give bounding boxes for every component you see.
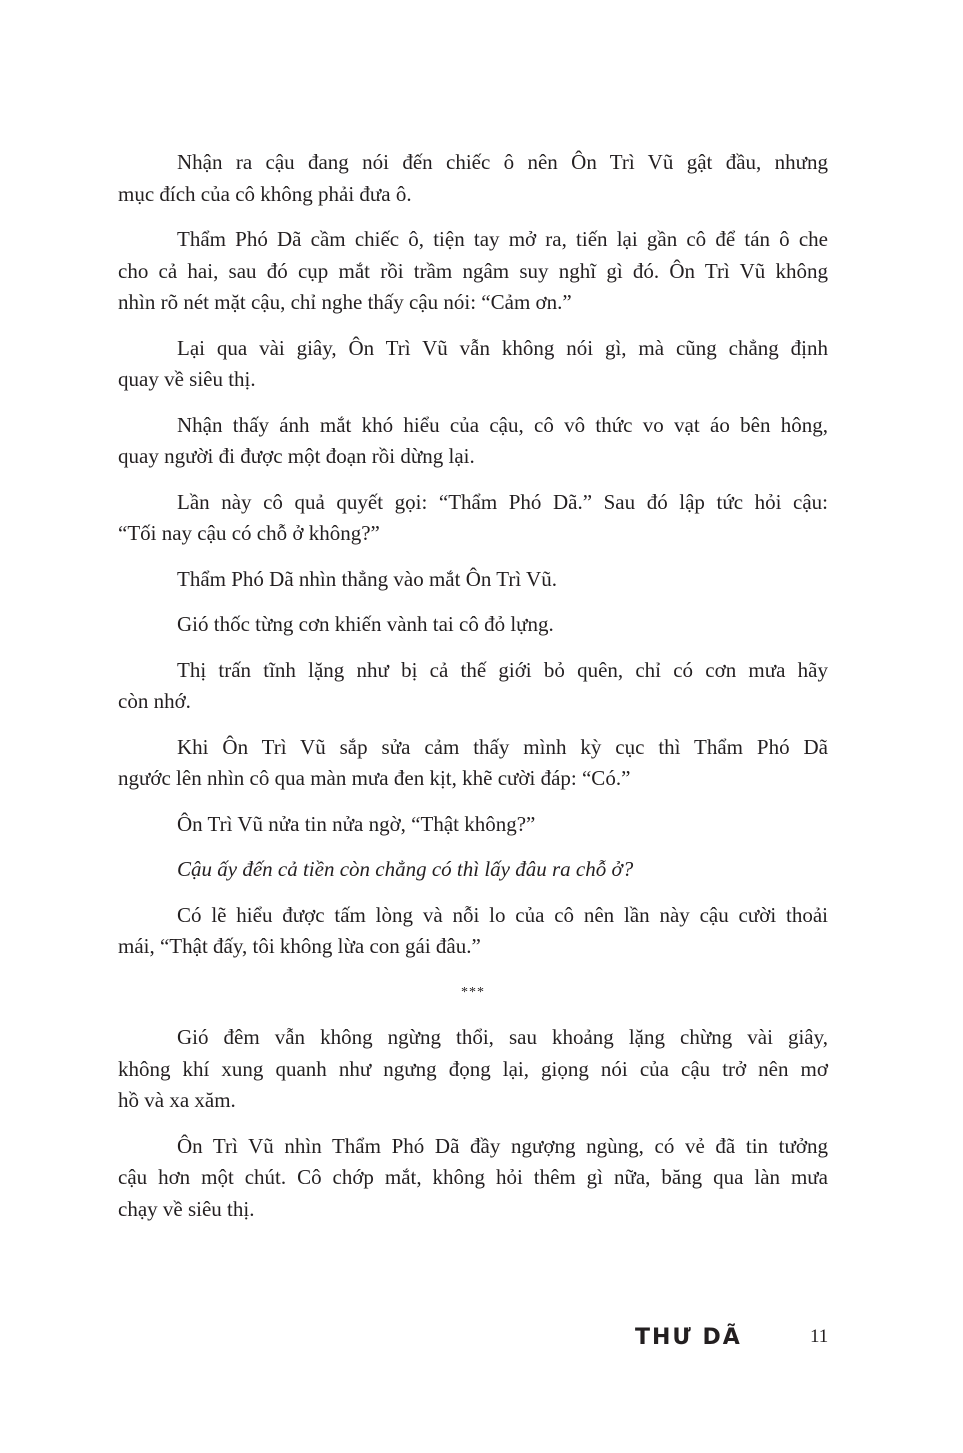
paragraph [118, 854, 828, 886]
text-line: Khi Ôn Trì Vũ sắp sửa cảm thấy mình kỳ cục thì Thẩm Phó Dã [177, 734, 828, 759]
text-line: chạy về siêu thị. [118, 1196, 255, 1221]
text-line: cậu hơn một chút. Cô chớp mắt, không hỏi thêm gì nữa, băng qua làn mưa [118, 1165, 828, 1189]
text-line: cho cả hai, sau đó cụp mắt rồi trầm ngâm suy nghĩ gì đó. Ôn Trì Vũ không [118, 258, 828, 283]
text-line: Gió đêm vẫn không ngừng thổi, sau khoảng lặng chừng vài giây, [177, 1025, 828, 1049]
paragraph [118, 609, 828, 641]
text-line: Gió thốc từng cơn khiến vành tai cô đỏ lựng. [177, 612, 554, 636]
running-footer-title: THƯ DÃ [635, 1325, 742, 1350]
text-line: ngước lên nhìn cô qua màn mưa đen kịt, khẽ cười đáp: “Có.” [118, 766, 631, 790]
paragraph [118, 1131, 828, 1226]
text-line: hồ và xa xăm. [118, 1088, 236, 1112]
text-line: “Tối nay cậu có chỗ ở không?” [118, 521, 380, 545]
text-line: Thị trấn tĩnh lặng như bị cả thế giới bỏ quên, chỉ có cơn mưa hãy [177, 657, 828, 682]
paragraph [118, 809, 828, 841]
text-line: Nhận thấy ánh mắt khó hiểu của cậu, cô vô thức vo vạt áo bên hông, [177, 412, 828, 437]
text-line: không khí xung quanh như ngưng đọng lại, giọng nói của cậu trở nên mơ [118, 1056, 828, 1081]
text-line: nhìn rõ nét mặt cậu, chỉ nghe thấy cậu nói: “Cảm ơn.” [118, 290, 572, 314]
text-line: mái, “Thật đấy, tôi không lừa con gái đâu.” [118, 934, 481, 958]
paragraph [118, 147, 828, 210]
paragraph [118, 564, 828, 596]
paragraph [118, 224, 828, 319]
text-line: Có lẽ hiểu được tấm lòng và nỗi lo của cô nên lần này cậu cười thoải [177, 902, 828, 927]
text-line: Lại qua vài giây, Ôn Trì Vũ vẫn không nói gì, mà cũng chẳng định [177, 335, 828, 360]
paragraph [118, 1022, 828, 1117]
body-text [118, 147, 828, 1239]
text-line: Thẩm Phó Dã nhìn thẳng vào mắt Ôn Trì Vũ. [177, 566, 557, 591]
paragraph [118, 487, 828, 550]
text-line: Ôn Trì Vũ nửa tin nửa ngờ, “Thật không?” [177, 811, 536, 836]
text-line: Thẩm Phó Dã cầm chiếc ô, tiện tay mở ra, tiến lại gần cô để tán ô che [177, 227, 828, 251]
paragraph [118, 655, 828, 718]
paragraph [118, 900, 828, 963]
text-line: Nhận ra cậu đang nói đến chiếc ô nên Ôn Trì Vũ gật đầu, nhưng [177, 150, 828, 174]
text-line: mục đích của cô không phải đưa ô. [118, 181, 412, 206]
paragraph [118, 333, 828, 396]
text-line: quay người đi được một đoạn rồi dừng lại. [118, 444, 475, 468]
paragraph [118, 732, 828, 795]
page-number: 11 [810, 1326, 829, 1347]
section-separator: *** [461, 984, 485, 1000]
text-line: Cậu ấy đến cả tiền còn chẳng có thì lấy đâu ra chỗ ở? [177, 857, 634, 881]
text-line: Lần này cô quả quyết gọi: “Thẩm Phó Dã.” Sau đó lập tức hỏi cậu: [177, 489, 828, 514]
paragraph [118, 410, 828, 473]
text-line: Ôn Trì Vũ nhìn Thẩm Phó Dã đầy ngượng ngùng, có vẻ đã tin tưởng [177, 1133, 828, 1158]
text-line: còn nhớ. [118, 689, 191, 713]
text-line: quay về siêu thị. [118, 367, 256, 391]
